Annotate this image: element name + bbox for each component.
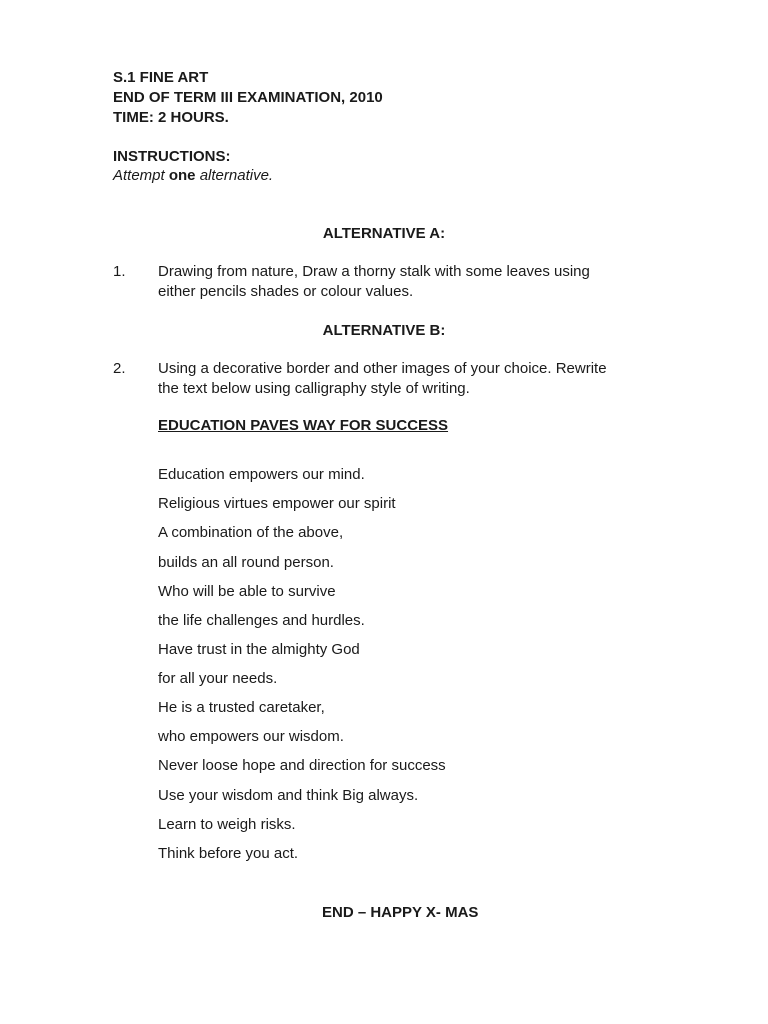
question-2-line: Using a decorative border and other images of your choice. Rewrite [158, 360, 607, 377]
poem-line: builds an all round person. [158, 554, 334, 571]
poem-line: Religious virtues empower our spirit [158, 495, 396, 512]
instructions-part-2: one [168, 167, 196, 184]
poem-line: Use your wisdom and think Big always. [158, 787, 419, 804]
alternative-b-heading: ALTERNATIVE B: [322, 322, 446, 339]
question-2-line: the text below using calligraphy style of writing. [158, 380, 470, 397]
instructions-part-1: Attempt [113, 167, 169, 184]
poem-title: EDUCATION PAVES WAY FOR SUCCESS [158, 417, 449, 434]
end-note: END – HAPPY X- MAS [322, 904, 479, 921]
instructions-part-3: alternative. [195, 167, 274, 184]
poem-line: the life challenges and hurdles. [158, 612, 365, 629]
poem-line: Education empowers our mind. [158, 466, 365, 483]
poem-line: Learn to weigh risks. [158, 816, 296, 833]
poem-line: A combination of the above, [158, 524, 344, 541]
poem-line: He is a trusted caretaker, [158, 699, 325, 716]
question-2-number: 2. [113, 360, 126, 377]
exam-time: TIME: 2 HOURS. [113, 109, 229, 126]
poem-line: who empowers our wisdom. [158, 728, 344, 745]
alternative-a-heading: ALTERNATIVE A: [322, 225, 446, 242]
poem-line: Have trust in the almighty God [158, 641, 360, 658]
question-1-number: 1. [113, 263, 126, 280]
poem-line: Think before you act. [158, 845, 299, 862]
poem-line: for all your needs. [158, 670, 278, 687]
poem-line: Who will be able to survive [158, 583, 336, 600]
question-1-line: Drawing from nature, Draw a thorny stalk with some leaves using [158, 263, 590, 280]
question-1-line: either pencils shades or colour values. [158, 283, 414, 300]
poem-line: Never loose hope and direction for success [158, 757, 446, 774]
exam-title: END OF TERM III EXAMINATION, 2010 [113, 89, 383, 106]
instructions-text [113, 166, 273, 186]
subject-title: S.1 FINE ART [113, 69, 209, 86]
instructions-heading: INSTRUCTIONS: [113, 148, 231, 165]
